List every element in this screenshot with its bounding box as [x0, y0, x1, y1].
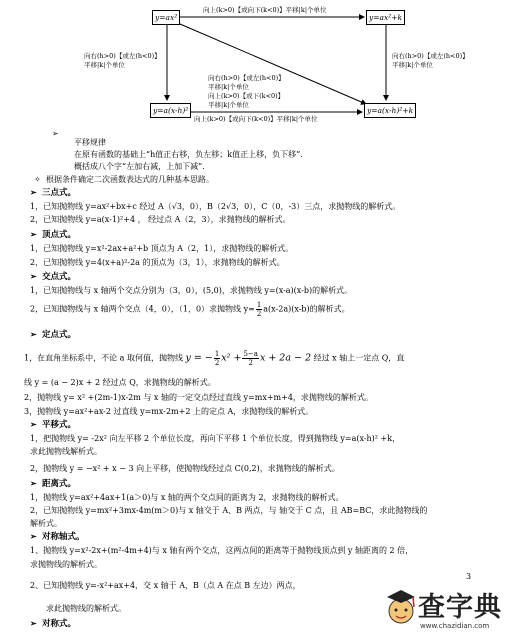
- label-top-arrow: 向上(k>0)【或向下(k<0)】平移|k|个单位: [203, 6, 327, 14]
- rule-summary: 概括成八个字“左加右减，上加下减”.: [74, 162, 205, 171]
- heading-text: 顶点式。: [42, 230, 77, 240]
- heading-text: 三点式。: [42, 188, 77, 198]
- arrow-bullet-icon: ➢: [30, 531, 37, 541]
- eq-part: x + 2a − 2: [259, 352, 312, 364]
- heading-distance: [30, 478, 494, 490]
- fraction: [214, 350, 220, 367]
- arrow-bullet-icon: ➢: [30, 478, 37, 488]
- heading-intersection: [30, 271, 494, 283]
- arrow-bullet-icon: ➢: [30, 329, 37, 339]
- numerator: 1: [256, 301, 262, 309]
- text: 2，已知抛物线与 x 轴两个交点（4，0），（1，0）求抛物线 y=: [30, 304, 255, 314]
- numerator: 5−a: [243, 350, 258, 358]
- text: 经过 x 轴上一定点 Q，直: [313, 353, 405, 363]
- arrow-bullet-icon: ➢: [30, 229, 37, 239]
- problem-6-2: 2，已知抛物线 y=mx²+3mx-4m(m＞0)与 x 轴交于 A、B 两点，与 轴交于 C 点，且 AB=BC，求此抛物线的: [30, 506, 428, 515]
- heading-three-points: [30, 187, 494, 199]
- translation-diagram: [0, 0, 508, 128]
- eq-part: x² +: [221, 352, 242, 364]
- heading-translation: [30, 419, 494, 431]
- intro-text: 根据条件确定二次函数表达式的几种基本思路。: [46, 175, 214, 184]
- arrow-bullet: ➢: [52, 129, 59, 138]
- label-diagonal-arrow: [208, 74, 285, 110]
- problem-2-2: 2，已知抛物线 y=4(x+a)²-2a 的顶点为（3，1），求抛物线的解析式。: [30, 258, 285, 267]
- arrow-bullet-icon: ➢: [30, 618, 37, 628]
- problem-4-1-cont: 线 y = (a − 2)x + 2 经过点 Q，求抛物线的解析式。: [24, 378, 216, 387]
- problem-3-2: [30, 301, 494, 318]
- numerator: 1: [214, 350, 220, 358]
- problem-7-2-cont: 求此抛物线的解析式。: [46, 604, 126, 613]
- problem-4-1: [24, 350, 494, 367]
- denominator: 2: [214, 359, 220, 367]
- document-body: [0, 128, 508, 635]
- label-diag-line1: 向右(h>0)【或左(h<0)】: [208, 74, 285, 82]
- fraction: [242, 350, 259, 367]
- diamond-bullet-icon: ✧: [34, 175, 41, 184]
- denominator: 2: [248, 359, 253, 367]
- problem-3-1: 1，已知抛物线与 x 轴两个交点分别为（3，0），(5,0)，求抛物线 y=(x-a)(x-b)的解析式。: [30, 286, 353, 295]
- intro-line: [34, 174, 494, 185]
- watermark-logo: [384, 583, 502, 635]
- label-left-arrow: [84, 52, 161, 70]
- label-diag-line4: 平移|k|个单位: [208, 101, 249, 109]
- heading-text: 交点式。: [42, 272, 77, 282]
- heading-fixed-point: [30, 329, 494, 341]
- problem-6-1: 1，抛物线 y=ax²+4ax+1(a＞0)与 x 轴的两个交点间的距离为 2，求抛物线的解析式。: [30, 493, 344, 502]
- problem-7-1-cont: 求抛物线的解析式。: [30, 560, 102, 569]
- problem-4-2: 2，抛物线 y= x² +(2m-1)x-2m 与 x 轴的一定交点经过直线 y=mx+m+4，求抛物线的解析式。: [24, 393, 373, 402]
- heading-text: 平移式。: [42, 420, 77, 430]
- problem-1-1: 1，已知抛物线 y=ax²+bx+c 经过 A（√3，0），B（2√3，0），C（0，-3）三点，求抛物线的解析式。: [30, 202, 401, 211]
- heading-text: 对称轴式。: [42, 532, 85, 542]
- rule-text: 在原有函数的基础上“h值正右移，负左移；k值正上移，负下移”.: [74, 150, 303, 159]
- arrow-bullet-icon: ➢: [30, 187, 37, 197]
- label-diag-line2: 平移|k|个单位: [208, 83, 249, 91]
- watermark-url: www.chazidian.com: [420, 622, 490, 630]
- label-right-line1: 向右(h>0)【或左(h<0)】: [392, 52, 469, 60]
- text: 1，在直角坐标系中，不论 a 取何值，抛物线: [24, 353, 183, 363]
- formula-box-y-a-x-minus-h-sq: y=a(x-h)²: [150, 103, 191, 118]
- graduate-face-icon: [384, 587, 418, 627]
- label-diag-line3: 向上(k>0)【或下(k<0)】: [208, 92, 285, 100]
- heading-text: 对称式。: [42, 619, 77, 629]
- section-translation-rule: 平移规律: [74, 138, 106, 147]
- watermark-text: 查字典: [418, 592, 502, 623]
- problem-1-2: 2，已知抛物线 y=a(x-1)²+4 ， 经过点 A（2，3），求抛物线的解析式。: [30, 215, 291, 224]
- label-right-arrow: [392, 52, 469, 70]
- fraction-half: [256, 301, 262, 318]
- problem-4-3: 3，抛物线 y=ax²+ax-2 过直线 y=mx-2m+2 上的定点 A，求抛物线的解析式。: [24, 407, 314, 416]
- problem-5-2: 2，抛物线 y = −x² + x − 3 向上平移，使抛物线经过点 C(0,2)，求抛物线的解析式。: [30, 464, 340, 473]
- page-number: 3: [466, 572, 472, 581]
- problem-7-2: 2、已知抛物线 y=-x²+ax+4，交 x 轴于 A，B（点 A 在点 B 左边）两点，: [30, 581, 301, 590]
- problem-5-1-cont: 求此抛物线解析式。: [30, 447, 102, 456]
- problem-2-1: 1，已知抛物线 y=x²-2ax+a²+b 顶点为 A（2，1），求抛物线的解析式。: [30, 244, 294, 253]
- formula-box-y-ax2: y=ax²: [152, 10, 180, 25]
- formula-box-y-ax2-plus-k: y=ax²+k: [366, 10, 405, 25]
- problem-5-1: 1，把抛物线 y= -2x² 向左平移 2 个单位长度，再向下平移 1 个单位长度，得到抛物线 y=a(x-h)² +k，: [30, 434, 401, 443]
- text: a(x-2a)(x-b)的解析式。: [263, 304, 350, 314]
- label-left-line2: 平移|k|个单位: [84, 61, 125, 69]
- arrow-bullet-icon: ➢: [30, 271, 37, 281]
- eq-part: y = −: [185, 352, 213, 364]
- label-left-line1: 向右(h>0)【或左(h<0)】: [84, 52, 161, 60]
- label-right-line2: 平移|k|个单位: [392, 61, 433, 69]
- heading-symmetry-axis: [30, 531, 494, 543]
- heading-text: 距离式。: [42, 479, 77, 489]
- heading-vertex: [30, 229, 494, 241]
- denominator: 2: [256, 310, 262, 318]
- problem-7-1: 1、抛物线 y=x²-2x+(m²-4m+4)与 x 轴有两个交点，这两点间的距离等于抛物线顶点到 y 轴距离的 2 倍，: [30, 546, 414, 555]
- problem-6-2-cont: 解析式。: [30, 519, 62, 528]
- formula-box-y-a-x-minus-h-sq-plus-k: y=a(x-h)²+k: [364, 103, 416, 118]
- heading-text: 定点式。: [42, 330, 77, 340]
- label-bottom-arrow: 向上(k>0)【或向下(k<0)】平移|k|个单位: [194, 115, 318, 123]
- arrow-bullet-icon: ➢: [30, 419, 37, 429]
